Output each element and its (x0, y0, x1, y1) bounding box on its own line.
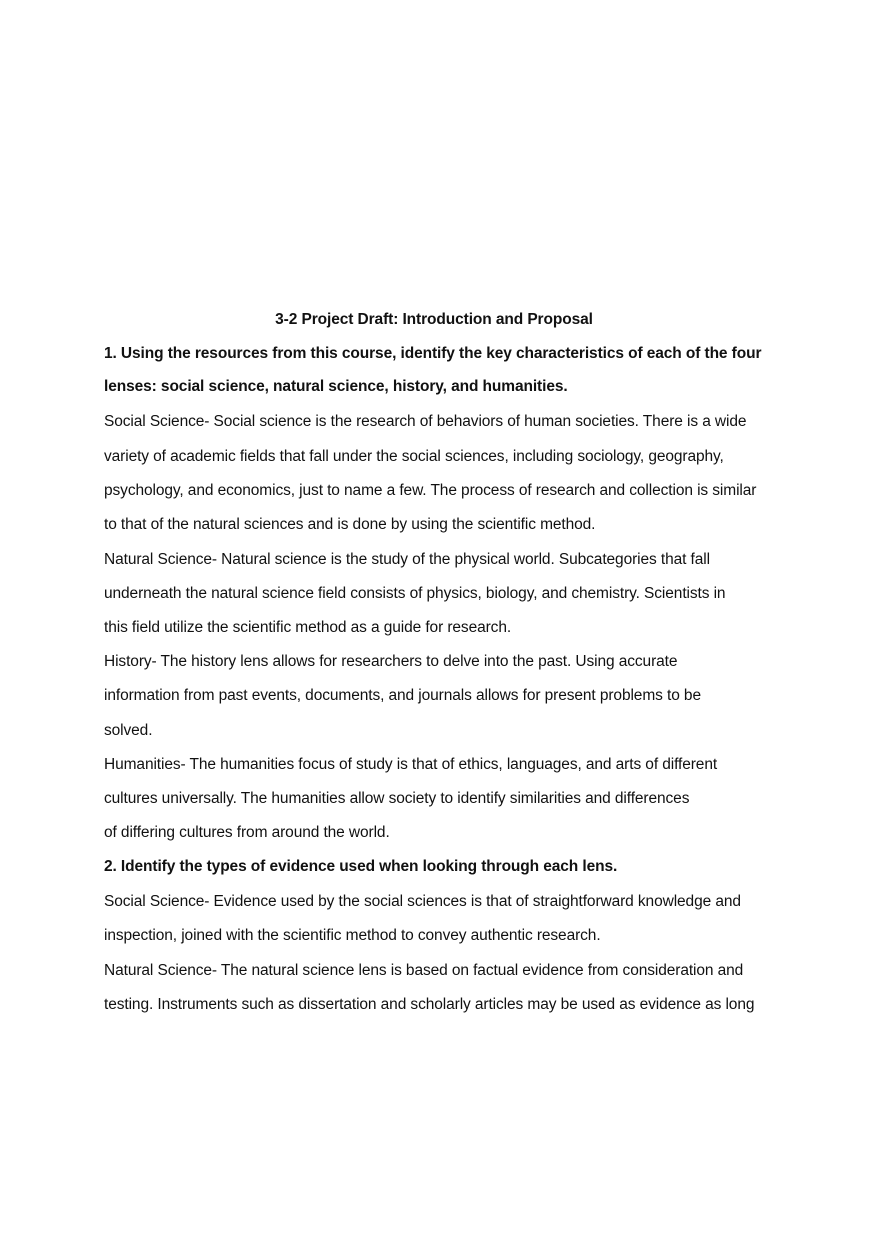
answer-1-line: this field utilize the scientific method as a guide for research. (104, 619, 512, 636)
answer-1-line: Humanities- The humanities focus of study is that of ethics, languages, and arts of different (104, 756, 718, 773)
answer-1-line: psychology, and economics, just to name a few. The process of research and collection is similar (104, 482, 757, 499)
answer-1-line: solved. (104, 722, 153, 739)
question-2: 2. Identify the types of evidence used when looking through each lens. (104, 858, 618, 875)
answer-1-line: Natural Science- Natural science is the study of the physical world. Subcategories that fall (104, 551, 710, 568)
answer-1-line: underneath the natural science field consists of physics, biology, and chemistry. Scientists in (104, 585, 726, 602)
answer-2-line: Natural Science- The natural science lens is based on factual evidence from consideration and (104, 962, 744, 979)
answer-1-line: History- The history lens allows for researchers to delve into the past. Using accurate (104, 653, 678, 670)
question-1-line-1: 1. Using the resources from this course, identify the key characteristics of each of the four (104, 345, 762, 362)
answer-2-line: testing. Instruments such as dissertation and scholarly articles may be used as evidence as long (104, 996, 755, 1013)
answer-1-line: cultures universally. The humanities allow society to identify similarities and differences (104, 790, 690, 807)
answer-2-line: Social Science- Evidence used by the social sciences is that of straightforward knowledge and (104, 893, 741, 910)
answer-1-line: variety of academic fields that fall under the social sciences, including sociology, geography, (104, 448, 724, 465)
answer-1-line: Social Science- Social science is the research of behaviors of human societies. There is a wide (104, 413, 747, 430)
question-1-line-2: lenses: social science, natural science, history, and humanities. (104, 378, 568, 395)
page-title: 3-2 Project Draft: Introduction and Proposal (275, 311, 593, 328)
answer-1-line: to that of the natural sciences and is done by using the scientific method. (104, 516, 596, 533)
answer-1-line: information from past events, documents, and journals allows for present problems to be (104, 687, 701, 704)
answer-2-line: inspection, joined with the scientific method to convey authentic research. (104, 927, 601, 944)
answer-1-line: of differing cultures from around the world. (104, 824, 390, 841)
